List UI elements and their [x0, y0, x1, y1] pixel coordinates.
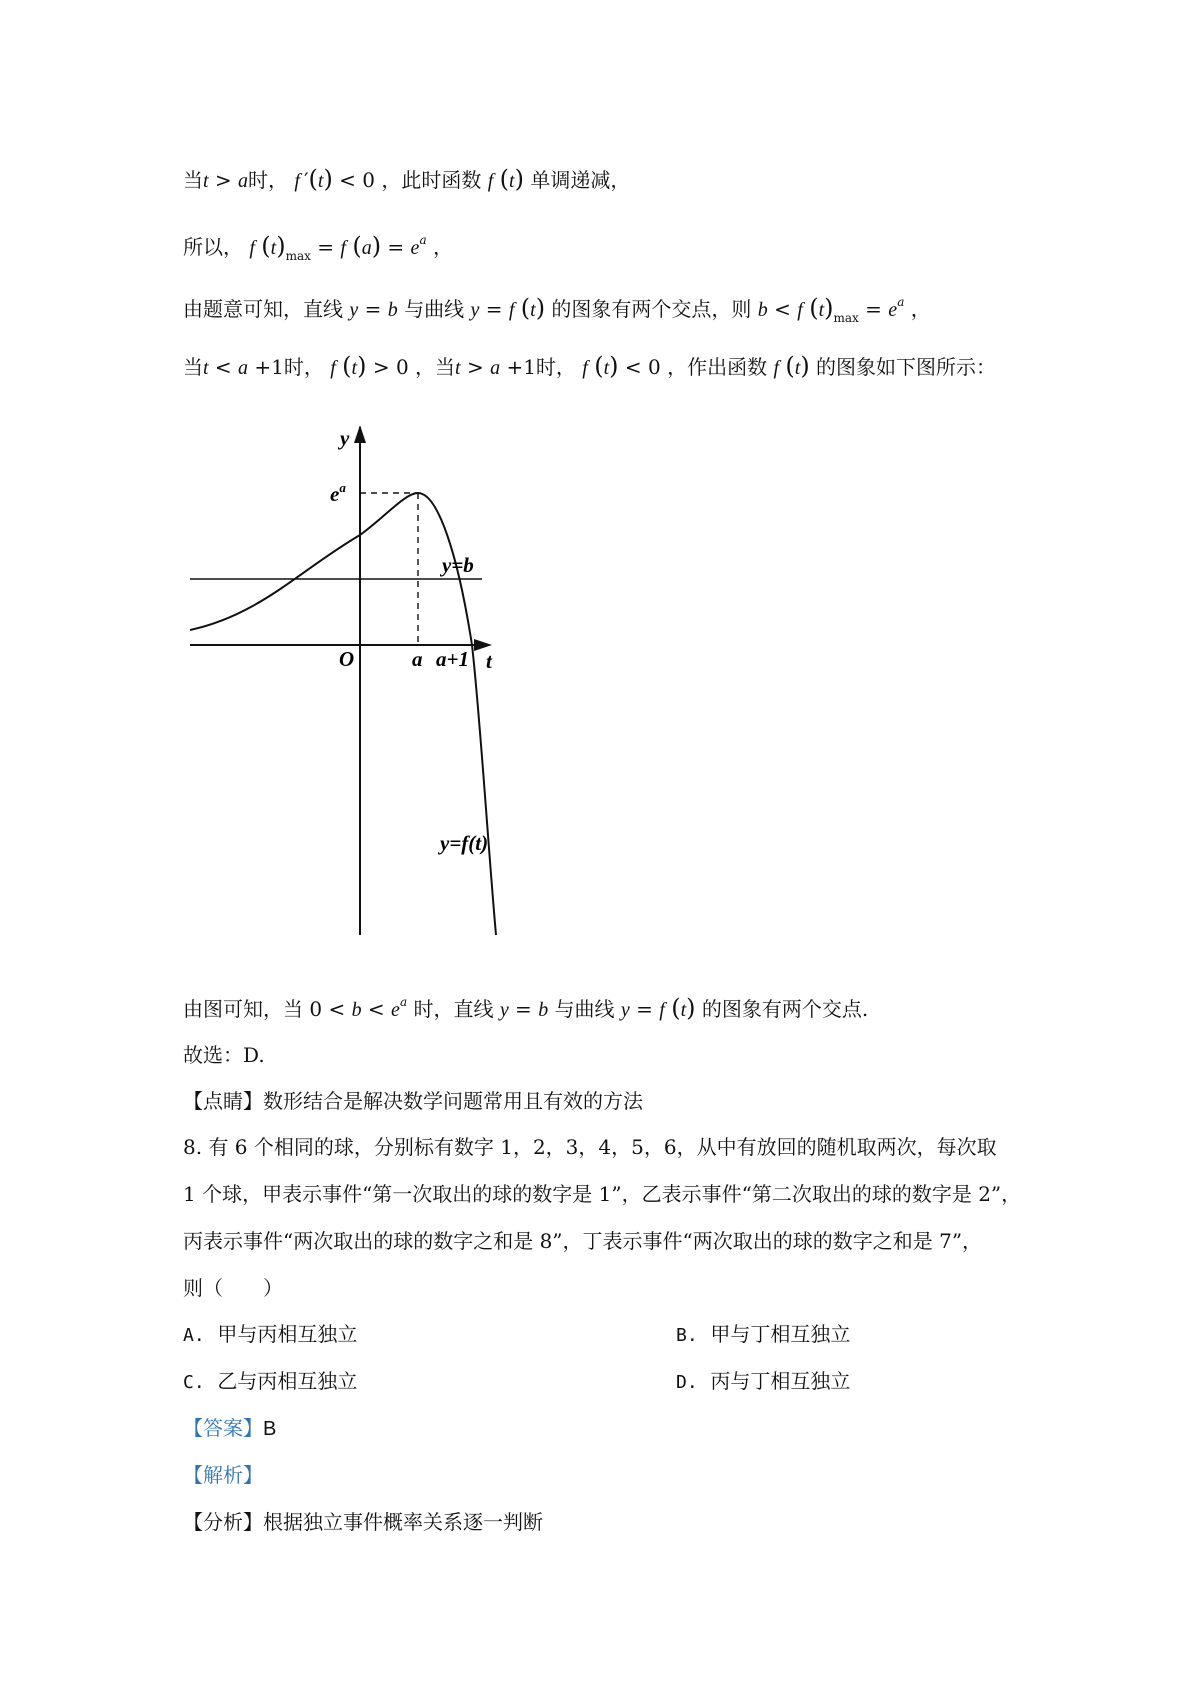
a-tick-label: a: [412, 647, 423, 671]
option-d-text: 丙与丁相互独立: [710, 1369, 851, 1393]
option-b-text: 甲与丁相互独立: [710, 1322, 851, 1346]
option-c[interactable]: [183, 1367, 357, 1397]
option-a[interactable]: [183, 1320, 357, 1350]
option-a-text: 甲与丙相互独立: [217, 1322, 358, 1346]
option-c-label: C.: [183, 1372, 205, 1393]
answer-value: B: [263, 1418, 277, 1440]
answer-tag: 【答案】: [183, 1416, 263, 1440]
solution-line-5: 由图可知，当 $0 < b < e^a$ 时，直线 y = b 与曲线 y = f (t) 的图象有两个交点.: [183, 994, 869, 1022]
dianjing-note: 【点睛】数形结合是解决数学问题常用且有效的方法: [183, 1089, 643, 1113]
answer-line: [183, 1414, 276, 1443]
question-8-line-3: 丙表示事件“两次取出的球的数字之和是 8”，丁表示事件“两次取出的球的数字之和是 7”，: [183, 1229, 983, 1253]
curve-label: y=f(t): [440, 831, 489, 855]
analysis-tag: 【解析】: [183, 1463, 263, 1487]
peak-label: $e^a$: [330, 480, 346, 506]
option-a-label: A.: [183, 1325, 205, 1346]
solution-conclusion: 故选：D.: [183, 1043, 265, 1067]
y-axis-arrow: [354, 425, 366, 443]
option-d[interactable]: [676, 1367, 850, 1397]
solution-line-3: 由题意可知，直线 y = b 与曲线 y = f (t) 的图象有两个交点，则 b < f $(t)_{max} = e^a$ ，: [183, 294, 931, 325]
solution-line-2: 所以， f $(t)_{max} = f$ $(a) = e^a$ ，: [183, 232, 453, 263]
line-b-label: y=b: [442, 553, 474, 577]
option-b-label: B.: [676, 1325, 698, 1346]
fenxi-line: [183, 1508, 543, 1536]
option-d-label: D.: [676, 1372, 698, 1393]
x-axis-label: t: [486, 649, 492, 673]
fenxi-text: 根据独立事件概率关系逐一判断: [263, 1510, 543, 1534]
question-8-line-2: 1 个球，甲表示事件“第一次取出的球的数字是 1”，乙表示事件“第二次取出的球的数字是 2”，: [183, 1182, 1022, 1206]
fenxi-tag: 【分析】: [183, 1510, 263, 1534]
option-c-text: 乙与丙相互独立: [217, 1369, 358, 1393]
origin-label: O: [339, 647, 355, 671]
y-axis-label: y: [340, 426, 350, 450]
a-plus-1-label: a+1: [436, 647, 469, 671]
option-b[interactable]: [676, 1320, 850, 1350]
question-8-line-4: 则（ ）: [183, 1276, 283, 1300]
question-8-line-1: 8. 有 6 个相同的球，分别标有数字 1，2，3，4，5，6，从中有放回的随机取两次，每次取: [183, 1135, 997, 1159]
solution-line-4: 当t < a +1时， f (t) > 0 ，当t > a +1时， f (t) < 0 ，作出函数 f (t) 的图象如下图所示：: [183, 352, 997, 380]
function-graph: [190, 425, 530, 945]
solution-line-1: 当t > a时， f ′(t) < 0 ，此时函数 f (t) 单调递减，: [183, 165, 631, 193]
